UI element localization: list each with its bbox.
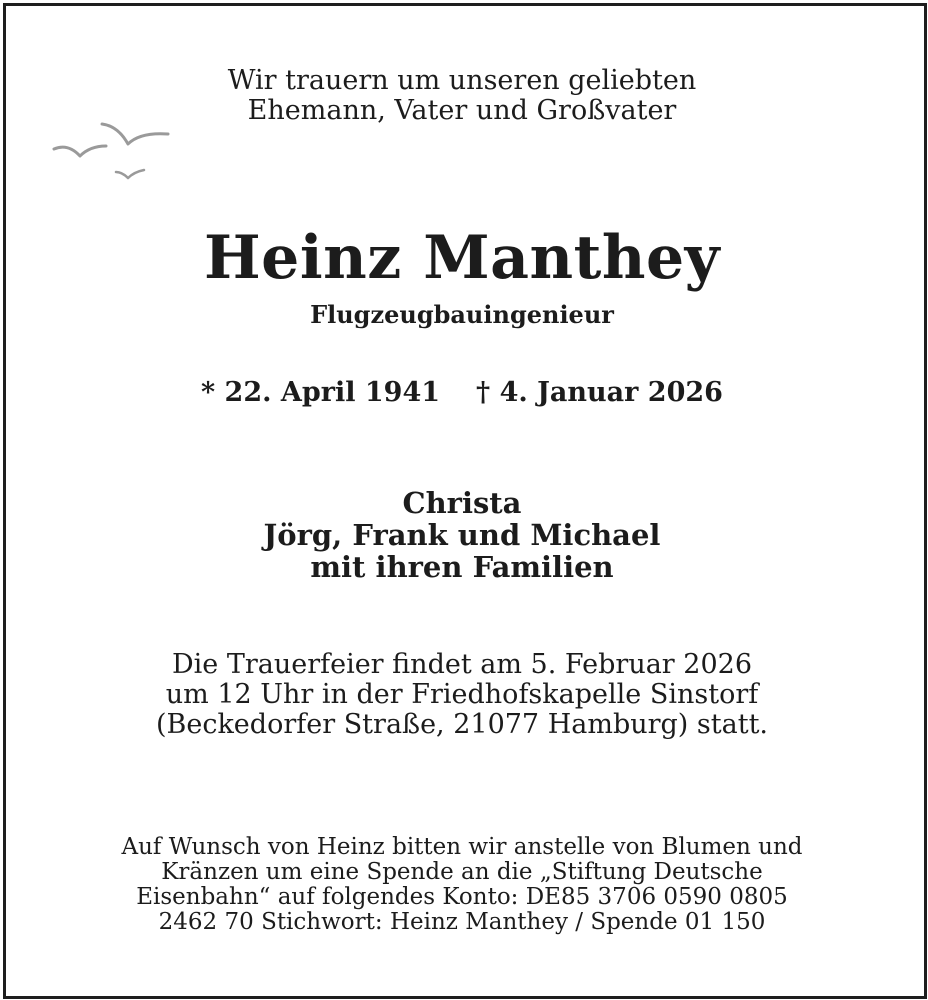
deceased-name: Heinz Manthey (203, 223, 721, 293)
service-line: (Beckedorfer Straße, 21077 Hamburg) statt. (155, 709, 769, 740)
donation-request (0, 835, 924, 935)
intro-line: Wir trauern um unseren geliebten (227, 65, 697, 96)
birds-icon (50, 116, 175, 188)
life-dates (0, 373, 924, 413)
intro-text (0, 66, 924, 126)
donation-line: Kränzen um eine Spende an die „Stiftung Deutsche (161, 859, 763, 885)
donation-line: Auf Wunsch von Heinz bitten wir anstelle von Blumen und (121, 834, 803, 860)
funeral-service-info (0, 650, 924, 740)
mourner-line: mit ihren Familien (310, 550, 614, 584)
deceased-profession: Flugzeugbauingenieur (310, 300, 614, 329)
donation-line: 2462 70 Stichwort: Heinz Manthey / Spende 01 150 (158, 909, 766, 935)
mourner-line: Jörg, Frank und Michael (263, 518, 661, 552)
mourners (0, 487, 924, 583)
donation-line: Eisenbahn“ auf folgendes Konto: DE85 3706 0590 0805 (136, 884, 788, 910)
service-line: um 12 Uhr in der Friedhofskapelle Sinstorf (165, 679, 759, 710)
death-date: † 4. Januar 2026 (476, 377, 723, 408)
mourner-line: Christa (402, 486, 522, 520)
intro-line: Ehemann, Vater und Großvater (247, 95, 677, 126)
service-line: Die Trauerfeier findet am 5. Februar 2026 (171, 649, 753, 680)
birth-date: * 22. April 1941 (201, 377, 441, 408)
